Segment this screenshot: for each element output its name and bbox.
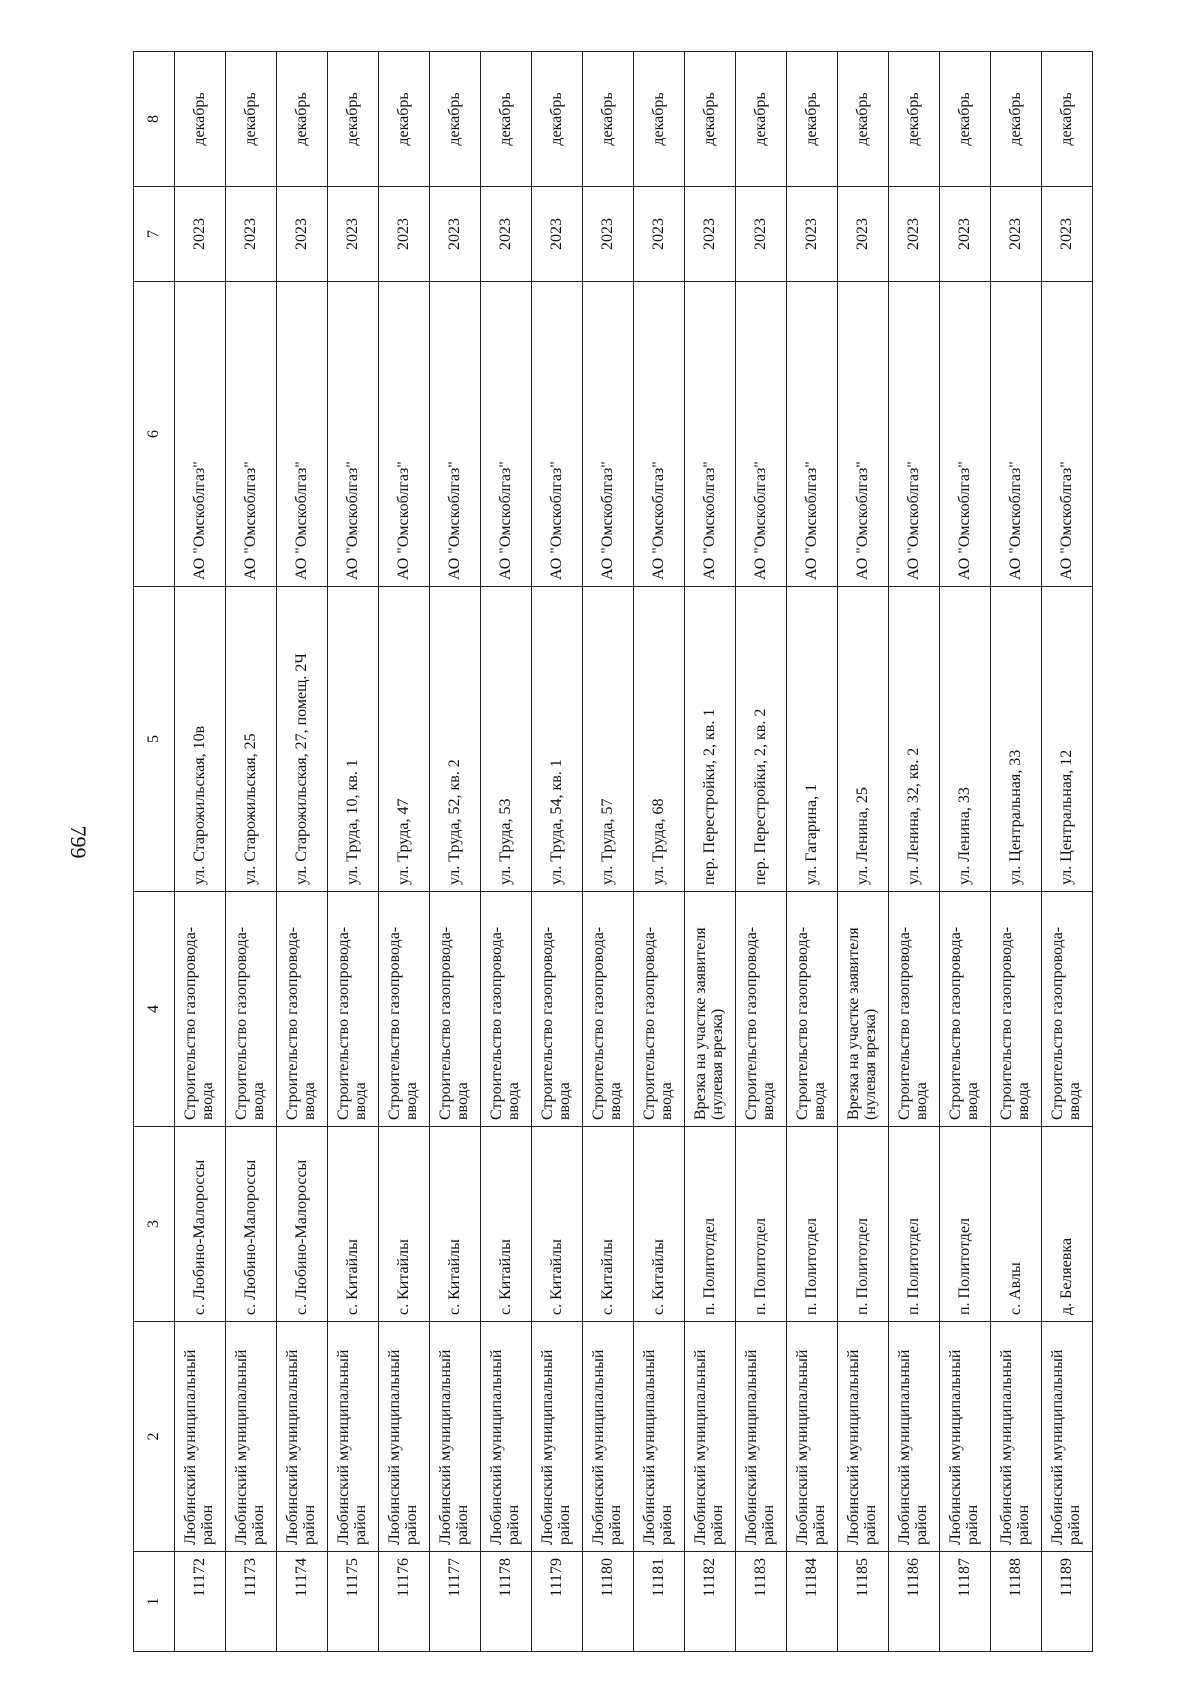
- cell-month: декабрь: [532, 52, 583, 187]
- cell-id: 11184: [787, 1552, 838, 1652]
- cell-address: ул. Старожильская, 25: [226, 587, 277, 892]
- cell-month: декабрь: [634, 52, 685, 187]
- cell-id: 11182: [685, 1552, 736, 1652]
- cell-address: ул. Труда, 52, кв. 2: [430, 587, 481, 892]
- cell-year: 2023: [532, 187, 583, 282]
- cell-district: Любинский муниципальный район: [736, 1322, 787, 1552]
- table-row: [430, 52, 481, 1652]
- cell-district: Любинский муниципальный район: [532, 1322, 583, 1552]
- cell-work: Строительство газопровода-ввода: [1042, 892, 1093, 1127]
- cell-district: Любинский муниципальный район: [634, 1322, 685, 1552]
- cell-year: 2023: [889, 187, 940, 282]
- cell-locality: с. Китайлы: [328, 1127, 379, 1322]
- cell-locality: с. Любино-Малороссы: [226, 1127, 277, 1322]
- table-row: [838, 52, 889, 1652]
- cell-district: Любинский муниципальный район: [838, 1322, 889, 1552]
- cell-org: АО "Омскоблгаз": [226, 282, 277, 587]
- cell-district: Любинский муниципальный район: [175, 1322, 226, 1552]
- cell-locality: с. Авлы: [991, 1127, 1042, 1322]
- cell-locality: с. Китайлы: [379, 1127, 430, 1322]
- cell-year: 2023: [1042, 187, 1093, 282]
- header-col-8: 8: [134, 52, 175, 187]
- cell-org: АО "Омскоблгаз": [328, 282, 379, 587]
- table-row: [226, 52, 277, 1652]
- cell-month: декабрь: [175, 52, 226, 187]
- cell-locality: с. Китайлы: [481, 1127, 532, 1322]
- cell-year: 2023: [634, 187, 685, 282]
- cell-address: ул. Ленина, 33: [940, 587, 991, 892]
- cell-year: 2023: [940, 187, 991, 282]
- cell-org: АО "Омскоблгаз": [532, 282, 583, 587]
- cell-locality: с. Китайлы: [430, 1127, 481, 1322]
- cell-work: Строительство газопровода-ввода: [889, 892, 940, 1127]
- cell-locality: п. Политотдел: [940, 1127, 991, 1322]
- cell-month: декабрь: [430, 52, 481, 187]
- cell-work: Строительство газопровода-ввода: [481, 892, 532, 1127]
- cell-locality: п. Политотдел: [685, 1127, 736, 1322]
- cell-id: 11181: [634, 1552, 685, 1652]
- cell-year: 2023: [991, 187, 1042, 282]
- cell-district: Любинский муниципальный район: [583, 1322, 634, 1552]
- table-row: [889, 52, 940, 1652]
- table-body: [175, 52, 1093, 1652]
- cell-year: 2023: [787, 187, 838, 282]
- table-row: [787, 52, 838, 1652]
- table-header: [134, 52, 175, 1652]
- cell-district: Любинский муниципальный район: [328, 1322, 379, 1552]
- header-col-3: 3: [134, 1127, 175, 1322]
- cell-work: Строительство газопровода-ввода: [787, 892, 838, 1127]
- cell-month: декабрь: [940, 52, 991, 187]
- cell-year: 2023: [685, 187, 736, 282]
- cell-address: ул. Центральная, 33: [991, 587, 1042, 892]
- cell-work: Врезка на участке заявителя (нулевая врезка): [838, 892, 889, 1127]
- cell-id: 11174: [277, 1552, 328, 1652]
- cell-org: АО "Омскоблгаз": [379, 282, 430, 587]
- cell-month: декабрь: [328, 52, 379, 187]
- cell-org: АО "Омскоблгаз": [991, 282, 1042, 587]
- cell-work: Врезка на участке заявителя (нулевая врезка): [685, 892, 736, 1127]
- cell-locality: д. Беляевка: [1042, 1127, 1093, 1322]
- cell-org: АО "Омскоблгаз": [838, 282, 889, 587]
- cell-year: 2023: [226, 187, 277, 282]
- cell-org: АО "Омскоблгаз": [430, 282, 481, 587]
- cell-work: Строительство газопровода-ввода: [226, 892, 277, 1127]
- table-row: [634, 52, 685, 1652]
- cell-org: АО "Омскоблгаз": [175, 282, 226, 587]
- page-number: 799: [66, 825, 91, 859]
- cell-work: Строительство газопровода-ввода: [634, 892, 685, 1127]
- cell-locality: с. Любино-Малороссы: [175, 1127, 226, 1322]
- cell-district: Любинский муниципальный район: [430, 1322, 481, 1552]
- header-col-5: 5: [134, 587, 175, 892]
- cell-work: Строительство газопровода-ввода: [991, 892, 1042, 1127]
- cell-month: декабрь: [226, 52, 277, 187]
- cell-year: 2023: [175, 187, 226, 282]
- rotated-table-wrapper: [133, 52, 1093, 1652]
- cell-month: декабрь: [379, 52, 430, 187]
- cell-work: Строительство газопровода-ввода: [532, 892, 583, 1127]
- cell-year: 2023: [583, 187, 634, 282]
- cell-address: ул. Труда, 53: [481, 587, 532, 892]
- cell-locality: с. Любино-Малороссы: [277, 1127, 328, 1322]
- table-row: [379, 52, 430, 1652]
- cell-month: декабрь: [481, 52, 532, 187]
- cell-district: Любинский муниципальный район: [1042, 1322, 1093, 1552]
- cell-district: Любинский муниципальный район: [226, 1322, 277, 1552]
- cell-org: АО "Омскоблгаз": [634, 282, 685, 587]
- cell-id: 11178: [481, 1552, 532, 1652]
- header-col-6: 6: [134, 282, 175, 587]
- cell-district: Любинский муниципальный район: [277, 1322, 328, 1552]
- cell-address: ул. Труда, 10, кв. 1: [328, 587, 379, 892]
- cell-id: 11187: [940, 1552, 991, 1652]
- cell-district: Любинский муниципальный район: [379, 1322, 430, 1552]
- cell-locality: с. Китайлы: [532, 1127, 583, 1322]
- header-col-4: 4: [134, 892, 175, 1127]
- cell-id: 11188: [991, 1552, 1042, 1652]
- cell-id: 11172: [175, 1552, 226, 1652]
- cell-locality: п. Политотдел: [736, 1127, 787, 1322]
- cell-locality: п. Политотдел: [889, 1127, 940, 1322]
- cell-locality: с. Китайлы: [583, 1127, 634, 1322]
- cell-id: 11173: [226, 1552, 277, 1652]
- table-row: [175, 52, 226, 1652]
- cell-month: декабрь: [838, 52, 889, 187]
- cell-id: 11189: [1042, 1552, 1093, 1652]
- cell-id: 11180: [583, 1552, 634, 1652]
- cell-locality: п. Политотдел: [838, 1127, 889, 1322]
- table-row: [1042, 52, 1093, 1652]
- cell-org: АО "Омскоблгаз": [940, 282, 991, 587]
- cell-month: декабрь: [685, 52, 736, 187]
- cell-month: декабрь: [736, 52, 787, 187]
- cell-work: Строительство газопровода-ввода: [277, 892, 328, 1127]
- cell-year: 2023: [736, 187, 787, 282]
- table-row: [532, 52, 583, 1652]
- cell-district: Любинский муниципальный район: [787, 1322, 838, 1552]
- table-row: [328, 52, 379, 1652]
- table-row: [736, 52, 787, 1652]
- cell-district: Любинский муниципальный район: [481, 1322, 532, 1552]
- cell-district: Любинский муниципальный район: [991, 1322, 1042, 1552]
- cell-address: ул. Центральная, 12: [1042, 587, 1093, 892]
- cell-month: декабрь: [583, 52, 634, 187]
- cell-work: Строительство газопровода-ввода: [430, 892, 481, 1127]
- cell-year: 2023: [328, 187, 379, 282]
- cell-address: пер. Перестройки, 2, кв. 1: [685, 587, 736, 892]
- cell-id: 11176: [379, 1552, 430, 1652]
- cell-address: ул. Ленина, 32, кв. 2: [889, 587, 940, 892]
- cell-month: декабрь: [787, 52, 838, 187]
- cell-district: Любинский муниципальный район: [940, 1322, 991, 1552]
- cell-org: АО "Омскоблгаз": [481, 282, 532, 587]
- cell-address: пер. Перестройки, 2, кв. 2: [736, 587, 787, 892]
- cell-id: 11179: [532, 1552, 583, 1652]
- table-row: [277, 52, 328, 1652]
- cell-district: Любинский муниципальный район: [685, 1322, 736, 1552]
- cell-year: 2023: [277, 187, 328, 282]
- header-col-2: 2: [134, 1322, 175, 1552]
- table-row: [991, 52, 1042, 1652]
- cell-address: ул. Старожильская, 27, помещ. 2Ч: [277, 587, 328, 892]
- cell-locality: с. Китайлы: [634, 1127, 685, 1322]
- cell-month: декабрь: [991, 52, 1042, 187]
- cell-id: 11175: [328, 1552, 379, 1652]
- cell-address: ул. Труда, 47: [379, 587, 430, 892]
- cell-year: 2023: [838, 187, 889, 282]
- cell-year: 2023: [379, 187, 430, 282]
- cell-month: декабрь: [889, 52, 940, 187]
- cell-address: ул. Старожильская, 10в: [175, 587, 226, 892]
- cell-id: 11183: [736, 1552, 787, 1652]
- cell-locality: п. Политотдел: [787, 1127, 838, 1322]
- cell-id: 11185: [838, 1552, 889, 1652]
- cell-work: Строительство газопровода-ввода: [583, 892, 634, 1127]
- cell-work: Строительство газопровода-ввода: [736, 892, 787, 1127]
- table-row: [940, 52, 991, 1652]
- header-col-1: 1: [134, 1552, 175, 1652]
- table-row: [685, 52, 736, 1652]
- cell-org: АО "Омскоблгаз": [685, 282, 736, 587]
- cell-work: Строительство газопровода-ввода: [379, 892, 430, 1127]
- header-row: [134, 52, 175, 1652]
- cell-month: декабрь: [277, 52, 328, 187]
- cell-work: Строительство газопровода-ввода: [175, 892, 226, 1127]
- cell-org: АО "Омскоблгаз": [583, 282, 634, 587]
- header-col-7: 7: [134, 187, 175, 282]
- table-row: [481, 52, 532, 1652]
- cell-year: 2023: [481, 187, 532, 282]
- cell-address: ул. Труда, 57: [583, 587, 634, 892]
- cell-address: ул. Ленина, 25: [838, 587, 889, 892]
- cell-address: ул. Гагарина, 1: [787, 587, 838, 892]
- gasification-table: [133, 51, 1093, 1652]
- cell-org: АО "Омскоблгаз": [1042, 282, 1093, 587]
- cell-work: Строительство газопровода-ввода: [940, 892, 991, 1127]
- cell-district: Любинский муниципальный район: [889, 1322, 940, 1552]
- table-row: [583, 52, 634, 1652]
- cell-org: АО "Омскоблгаз": [889, 282, 940, 587]
- cell-id: 11177: [430, 1552, 481, 1652]
- cell-org: АО "Омскоблгаз": [787, 282, 838, 587]
- cell-work: Строительство газопровода-ввода: [328, 892, 379, 1127]
- cell-org: АО "Омскоблгаз": [277, 282, 328, 587]
- cell-id: 11186: [889, 1552, 940, 1652]
- cell-address: ул. Труда, 68: [634, 587, 685, 892]
- cell-org: АО "Омскоблгаз": [736, 282, 787, 587]
- cell-month: декабрь: [1042, 52, 1093, 187]
- cell-year: 2023: [430, 187, 481, 282]
- cell-address: ул. Труда, 54, кв. 1: [532, 587, 583, 892]
